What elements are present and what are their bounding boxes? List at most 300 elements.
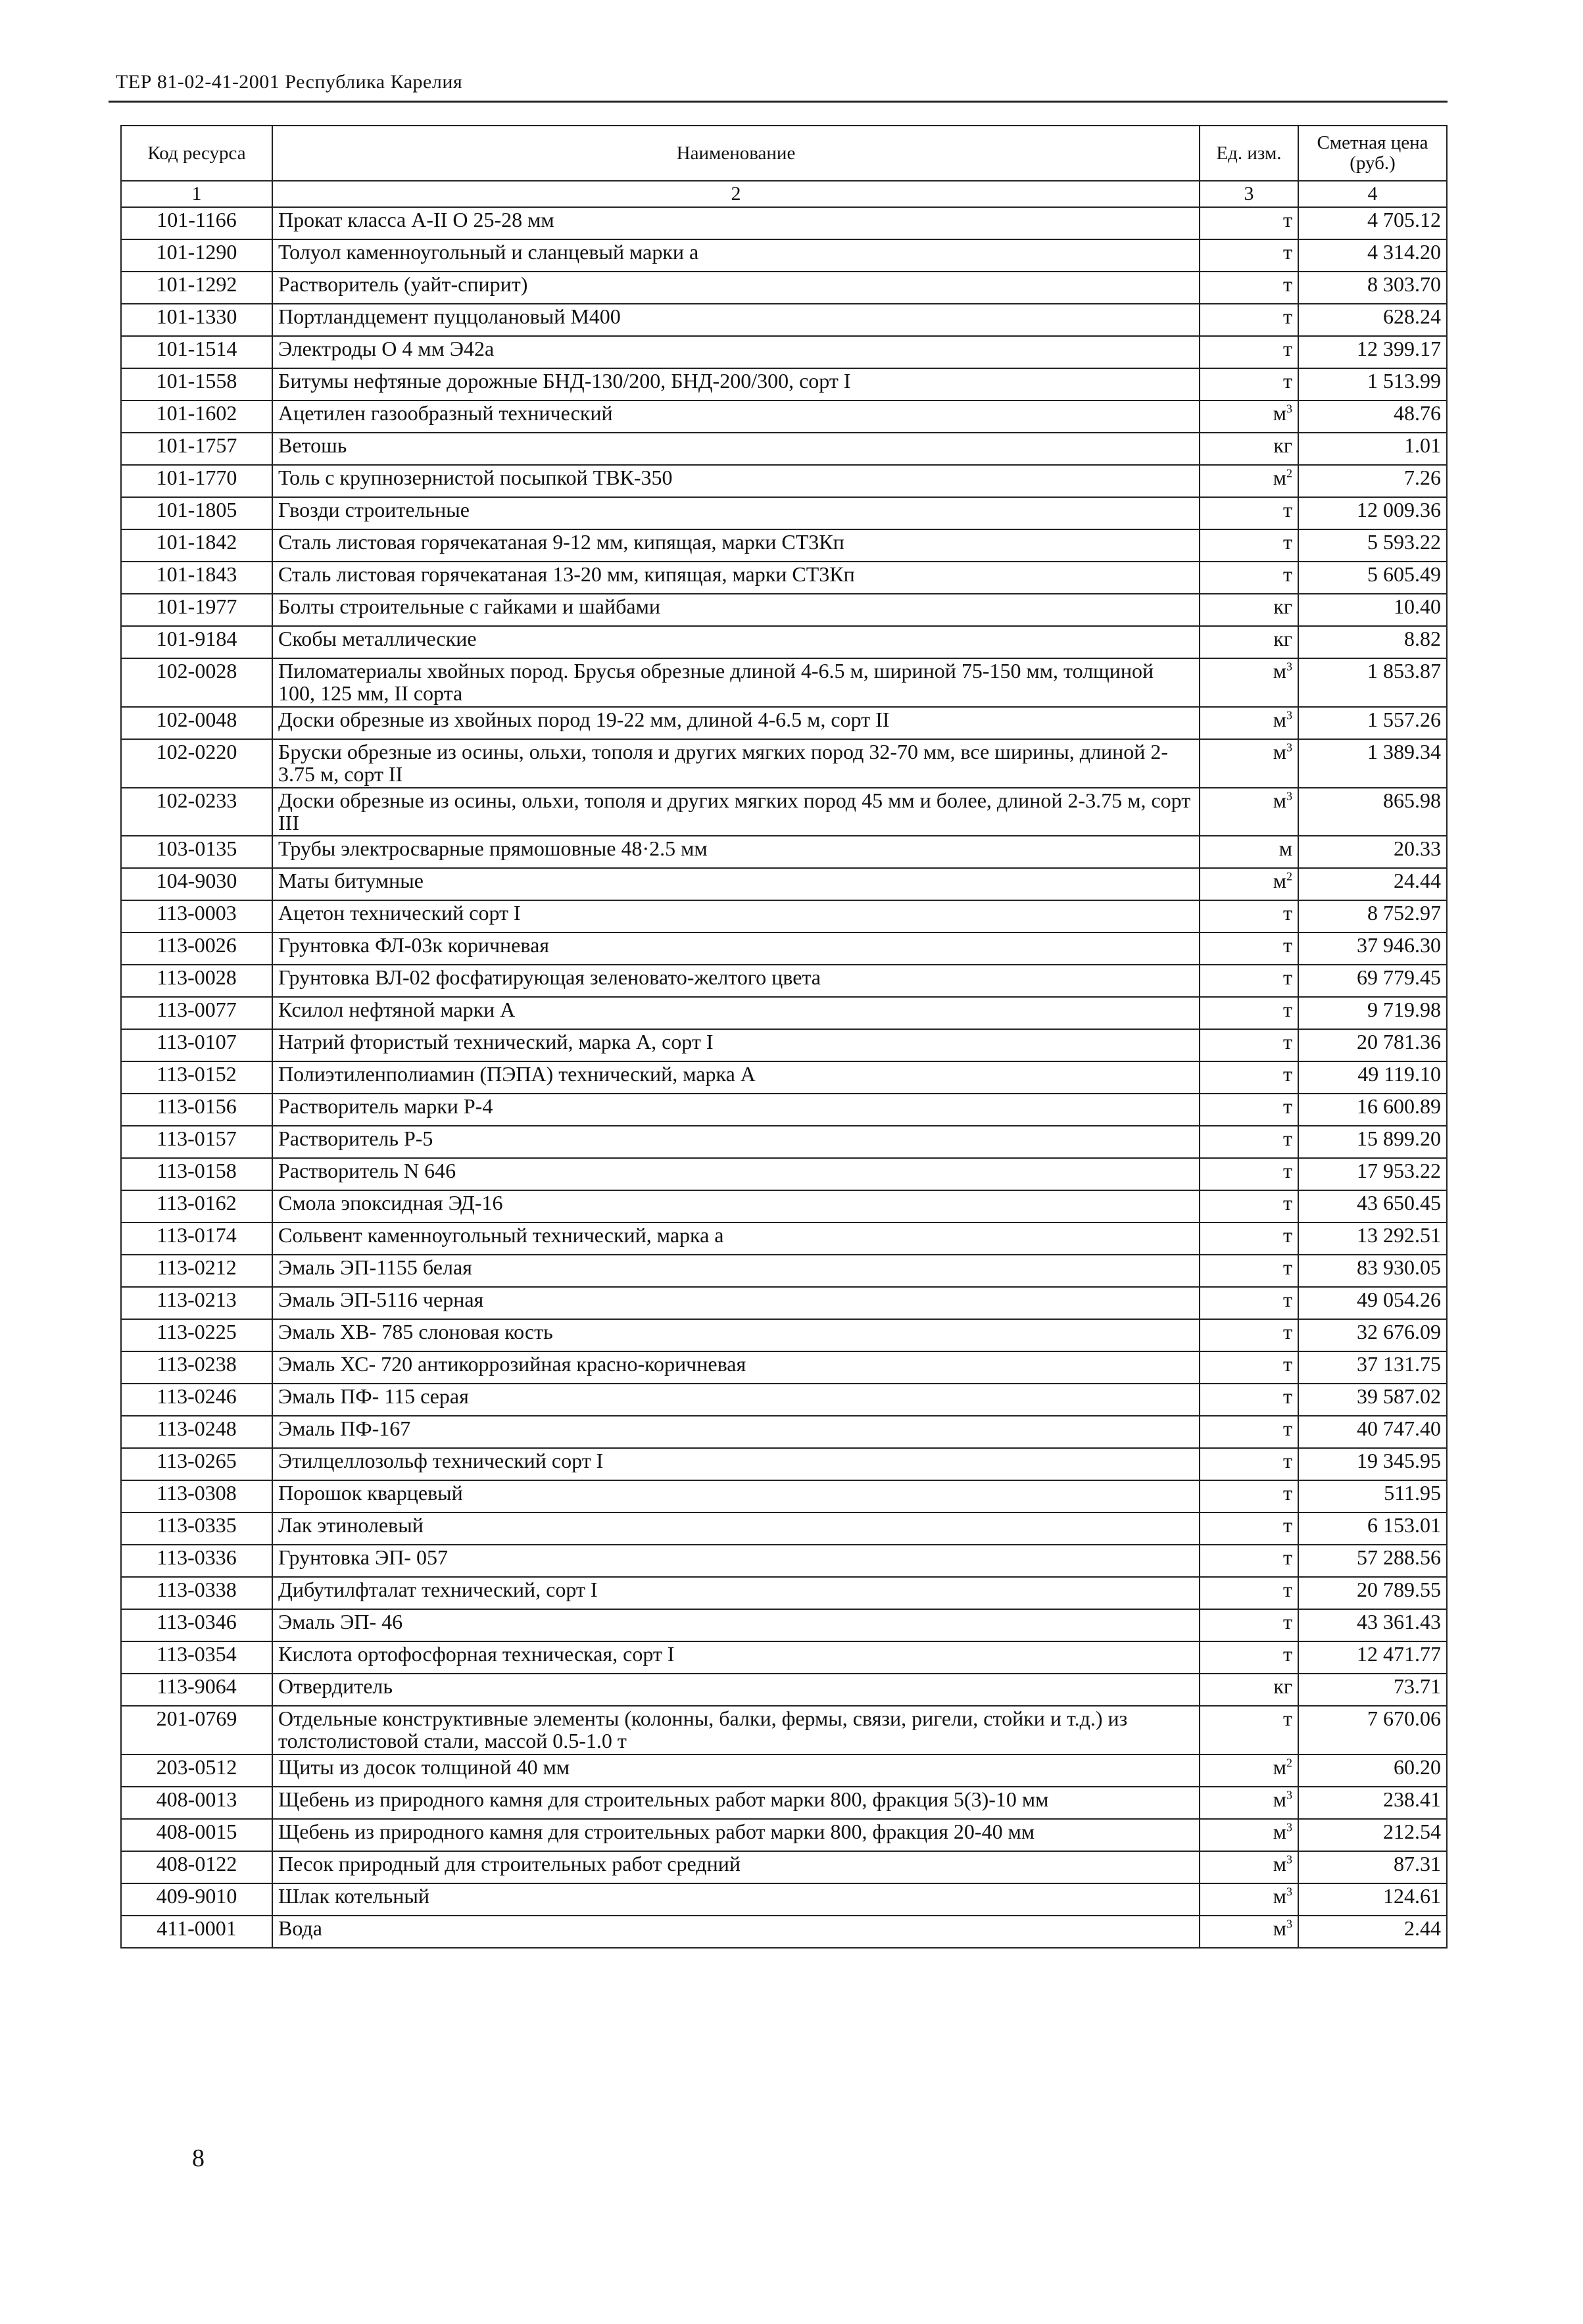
resource-unit: [1200, 1819, 1298, 1851]
resource-code: 102-0233: [121, 788, 272, 836]
resource-name: Болты строительные с гайками и шайбами: [272, 594, 1200, 626]
resource-name: Эмаль ХВ- 785 слоновая кость: [272, 1319, 1200, 1351]
resource-name: Электроды О 4 мм Э42а: [272, 336, 1200, 368]
resource-code: 113-0238: [121, 1351, 272, 1384]
unit-label: т: [1283, 1384, 1292, 1409]
resource-name: Отдельные конструктивные элементы (колонны, балки, фермы, связи, ригели, стойки и т.д.) из толстолистовой стали, массой 0.5-1.0 т: [272, 1706, 1200, 1755]
unit-label: т: [1283, 1126, 1292, 1151]
resource-unit: [1200, 1126, 1298, 1158]
resource-name: Отвердитель: [272, 1674, 1200, 1706]
resource-price: 9 719.98: [1298, 997, 1447, 1029]
unit-label: т: [1283, 1416, 1292, 1441]
resource-price: 2.44: [1298, 1916, 1447, 1948]
resource-code: 101-1290: [121, 239, 272, 272]
table-row: [121, 465, 1447, 497]
resource-price: 511.95: [1298, 1480, 1447, 1513]
unit-exponent: 3: [1286, 1885, 1292, 1899]
table-row: [121, 239, 1447, 272]
resource-name: Растворитель марки Р-4: [272, 1094, 1200, 1126]
unit-label: м: [1273, 659, 1286, 683]
resource-code: 101-1292: [121, 272, 272, 304]
unit-exponent: 3: [1286, 708, 1292, 722]
resource-price: 628.24: [1298, 304, 1447, 336]
unit-label: т: [1283, 1062, 1292, 1086]
table-row: [121, 1883, 1447, 1916]
table-row: [121, 1061, 1447, 1094]
resource-price: 48.76: [1298, 400, 1447, 433]
resource-unit: [1200, 1787, 1298, 1819]
table-row: [121, 1755, 1447, 1787]
table-row: [121, 626, 1447, 658]
resource-name: Трубы электросварные прямошовные 48·2.5 мм: [272, 836, 1200, 868]
resource-code: 411-0001: [121, 1916, 272, 1948]
unit-label: т: [1283, 240, 1292, 264]
unit-label: т: [1283, 272, 1292, 296]
resource-price: 60.20: [1298, 1755, 1447, 1787]
unit-label: т: [1283, 208, 1292, 231]
resource-code: 103-0135: [121, 836, 272, 868]
resource-unit: [1200, 1351, 1298, 1384]
unit-label: т: [1283, 901, 1292, 925]
table-row: [121, 1513, 1447, 1545]
resource-unit: [1200, 1061, 1298, 1094]
resource-name: Грунтовка ФЛ-03к коричневая: [272, 932, 1200, 965]
unit-label: т: [1283, 1578, 1292, 1602]
resource-name: Дибутилфталат технический, сорт I: [272, 1577, 1200, 1609]
resource-price: 8 752.97: [1298, 900, 1447, 932]
resource-unit: [1200, 562, 1298, 594]
resource-unit: [1200, 1190, 1298, 1223]
resource-price: 7.26: [1298, 465, 1447, 497]
table-header-row: [121, 126, 1447, 181]
resource-code: 113-0158: [121, 1158, 272, 1190]
resource-code: 101-1166: [121, 207, 272, 239]
resource-price: 865.98: [1298, 788, 1447, 836]
resource-price: 20 781.36: [1298, 1029, 1447, 1061]
table-row: [121, 1287, 1447, 1319]
resource-name: Портландцемент пуццолановый М400: [272, 304, 1200, 336]
resource-price: 8 303.70: [1298, 272, 1447, 304]
table-row: [121, 1416, 1447, 1448]
resource-unit: [1200, 1609, 1298, 1641]
column-header-code: Код ресурса: [121, 126, 272, 181]
page-header: ТЕР 81-02-41-2001 Республика Карелия: [116, 71, 463, 93]
table-row: [121, 1851, 1447, 1883]
resource-price: 1 513.99: [1298, 368, 1447, 400]
resource-unit: [1200, 1916, 1298, 1948]
table-row: [121, 304, 1447, 336]
resource-name: Скобы металлические: [272, 626, 1200, 658]
resource-unit: [1200, 868, 1298, 900]
table-row: [121, 1384, 1447, 1416]
unit-label: т: [1283, 530, 1292, 554]
unit-label: т: [1283, 1707, 1292, 1731]
table-row: [121, 562, 1447, 594]
unit-label: м: [1273, 739, 1286, 763]
resource-code: 203-0512: [121, 1755, 272, 1787]
unit-label: т: [1283, 1255, 1292, 1280]
resource-price: 12 471.77: [1298, 1641, 1447, 1674]
resource-name: Сольвент каменноугольный технический, марка а: [272, 1223, 1200, 1255]
resource-name: Маты битумные: [272, 868, 1200, 900]
unit-label: т: [1283, 1030, 1292, 1054]
resource-code: 113-9064: [121, 1674, 272, 1706]
table-row: [121, 1787, 1447, 1819]
resource-name: Натрий фтористый технический, марка А, сорт I: [272, 1029, 1200, 1061]
resource-unit: [1200, 1545, 1298, 1577]
resource-unit: [1200, 1255, 1298, 1287]
resource-code: 113-0077: [121, 997, 272, 1029]
resource-unit: [1200, 1448, 1298, 1480]
unit-label: т: [1283, 1159, 1292, 1183]
table-row: [121, 900, 1447, 932]
table-row: [121, 788, 1447, 836]
header-divider: [109, 101, 1448, 103]
table-row: [121, 1641, 1447, 1674]
resource-code: 113-0265: [121, 1448, 272, 1480]
resource-price: 49 054.26: [1298, 1287, 1447, 1319]
resource-code: 101-1757: [121, 433, 272, 465]
unit-label: т: [1283, 1352, 1292, 1376]
unit-label: м: [1273, 1787, 1286, 1812]
resource-code: 101-1805: [121, 497, 272, 529]
unit-label: т: [1283, 965, 1292, 990]
unit-label: т: [1283, 1223, 1292, 1247]
table-row: [121, 272, 1447, 304]
resource-unit: [1200, 1094, 1298, 1126]
unit-label: т: [1283, 1610, 1292, 1634]
resource-name: Прокат класса А-II О 25-28 мм: [272, 207, 1200, 239]
unit-exponent: 3: [1286, 1788, 1292, 1802]
resource-name: Бруски обрезные из осины, ольхи, тополя и других мягких пород 32-70 мм, все ширины, длиной 2-3.75 м, сорт II: [272, 739, 1200, 788]
resource-code: 113-0225: [121, 1319, 272, 1351]
unit-label: т: [1283, 562, 1292, 586]
unit-label: м: [1273, 1852, 1286, 1876]
table-row: [121, 836, 1447, 868]
resource-price: 5 605.49: [1298, 562, 1447, 594]
resource-name: Щиты из досок толщиной 40 мм: [272, 1755, 1200, 1787]
resource-price: 69 779.45: [1298, 965, 1447, 997]
resource-name: Грунтовка ВЛ-02 фосфатирующая зеленовато-желтого цвета: [272, 965, 1200, 997]
resource-code: 113-0162: [121, 1190, 272, 1223]
table-row: [121, 1319, 1447, 1351]
resource-name: Толь с крупнозернистой посыпкой ТВК-350: [272, 465, 1200, 497]
resource-name: Ксилол нефтяной марки А: [272, 997, 1200, 1029]
table-row: [121, 1916, 1447, 1948]
unit-exponent: 2: [1286, 869, 1292, 883]
resource-unit: [1200, 1416, 1298, 1448]
resource-price-table: [120, 125, 1448, 1949]
resource-name: Эмаль ЭП-5116 черная: [272, 1287, 1200, 1319]
table-row: [121, 1577, 1447, 1609]
resource-code: 113-0003: [121, 900, 272, 932]
unit-label: м: [1273, 401, 1286, 425]
column-header-unit: Ед. изм.: [1200, 126, 1298, 181]
resource-code: 113-0335: [121, 1513, 272, 1545]
unit-label: м: [1273, 788, 1286, 812]
resource-unit: [1200, 836, 1298, 868]
resource-unit: [1200, 1755, 1298, 1787]
resource-price: 24.44: [1298, 868, 1447, 900]
resource-unit: [1200, 1706, 1298, 1755]
column-number: 1: [121, 181, 272, 207]
unit-label: м: [1273, 1916, 1286, 1941]
table-row: [121, 1158, 1447, 1190]
resource-unit: [1200, 594, 1298, 626]
column-header-name: Наименование: [272, 126, 1200, 181]
table-row: [121, 1545, 1447, 1577]
table-row: [121, 594, 1447, 626]
resource-price: 83 930.05: [1298, 1255, 1447, 1287]
resource-unit: [1200, 788, 1298, 836]
resource-name: Эмаль ПФ-167: [272, 1416, 1200, 1448]
resource-price: 212.54: [1298, 1819, 1447, 1851]
table-row: [121, 739, 1447, 788]
resource-price: 238.41: [1298, 1787, 1447, 1819]
column-number-row: [121, 181, 1447, 207]
unit-exponent: 3: [1286, 402, 1292, 416]
table-row: [121, 1255, 1447, 1287]
table-row: [121, 1223, 1447, 1255]
unit-label: т: [1283, 1642, 1292, 1666]
resource-name: Сталь листовая горячекатаная 9-12 мм, кипящая, марки СТ3Кп: [272, 529, 1200, 562]
resource-price: 124.61: [1298, 1883, 1447, 1916]
resource-unit: [1200, 1287, 1298, 1319]
unit-label: т: [1283, 304, 1292, 328]
resource-price: 15 899.20: [1298, 1126, 1447, 1158]
resource-code: 101-1843: [121, 562, 272, 594]
unit-exponent: 2: [1286, 466, 1292, 480]
resource-price: 20.33: [1298, 836, 1447, 868]
resource-code: 101-1602: [121, 400, 272, 433]
resource-price: 13 292.51: [1298, 1223, 1447, 1255]
resource-name: Грунтовка ЭП- 057: [272, 1545, 1200, 1577]
unit-label: т: [1283, 1481, 1292, 1505]
resource-code: 101-1558: [121, 368, 272, 400]
resource-code: 113-0338: [121, 1577, 272, 1609]
table-row: [121, 707, 1447, 739]
resource-code: 113-0026: [121, 932, 272, 965]
resource-code: 113-0157: [121, 1126, 272, 1158]
resource-price: 20 789.55: [1298, 1577, 1447, 1609]
table-row: [121, 997, 1447, 1029]
resource-unit: [1200, 239, 1298, 272]
resource-name: Растворитель N 646: [272, 1158, 1200, 1190]
unit-label: кг: [1273, 627, 1292, 650]
resource-name: Доски обрезные из осины, ольхи, тополя и других мягких пород 45 мм и более, длиной 2-3.75 м, сорт III: [272, 788, 1200, 836]
unit-label: м: [1273, 1820, 1286, 1844]
resource-code: 113-0156: [121, 1094, 272, 1126]
resource-unit: [1200, 997, 1298, 1029]
resource-price: 37 946.30: [1298, 932, 1447, 965]
resource-price: 6 153.01: [1298, 1513, 1447, 1545]
resource-name: Эмаль ПФ- 115 серая: [272, 1384, 1200, 1416]
table-row: [121, 658, 1447, 707]
resource-unit: [1200, 1883, 1298, 1916]
table-row: [121, 433, 1447, 465]
resource-name: Сталь листовая горячекатаная 13-20 мм, кипящая, марки СТ3Кп: [272, 562, 1200, 594]
resource-code: 408-0122: [121, 1851, 272, 1883]
resource-name: Растворитель (уайт-спирит): [272, 272, 1200, 304]
table-row: [121, 1674, 1447, 1706]
resource-price: 16 600.89: [1298, 1094, 1447, 1126]
table-row: [121, 529, 1447, 562]
resource-unit: [1200, 707, 1298, 739]
resource-price: 17 953.22: [1298, 1158, 1447, 1190]
column-number: 2: [272, 181, 1200, 207]
resource-code: 113-0246: [121, 1384, 272, 1416]
column-number: 3: [1200, 181, 1298, 207]
resource-price: 1 853.87: [1298, 658, 1447, 707]
resource-unit: [1200, 1158, 1298, 1190]
resource-name: Щебень из природного камня для строительных работ марки 800, фракция 5(3)-10 мм: [272, 1787, 1200, 1819]
unit-label: т: [1283, 337, 1292, 360]
resource-unit: [1200, 1674, 1298, 1706]
table-row: [121, 1126, 1447, 1158]
resource-code: 101-1770: [121, 465, 272, 497]
unit-exponent: 3: [1286, 660, 1292, 673]
unit-label: т: [1283, 933, 1292, 957]
resource-name: Щебень из природного камня для строительных работ марки 800, фракция 20-40 мм: [272, 1819, 1200, 1851]
resource-price: 7 670.06: [1298, 1706, 1447, 1755]
unit-label: т: [1283, 1288, 1292, 1312]
unit-label: м: [1273, 1884, 1286, 1908]
resource-price: 43 650.45: [1298, 1190, 1447, 1223]
resource-name: Эмаль ЭП-1155 белая: [272, 1255, 1200, 1287]
resource-unit: [1200, 497, 1298, 529]
table-row: [121, 400, 1447, 433]
table-row: [121, 1351, 1447, 1384]
unit-label: т: [1283, 1094, 1292, 1119]
resource-code: 113-0308: [121, 1480, 272, 1513]
resource-price: 73.71: [1298, 1674, 1447, 1706]
resource-unit: [1200, 1384, 1298, 1416]
resource-unit: [1200, 932, 1298, 965]
resource-unit: [1200, 658, 1298, 707]
resource-price: 12 009.36: [1298, 497, 1447, 529]
resource-name: Лак этинолевый: [272, 1513, 1200, 1545]
resource-name: Доски обрезные из хвойных пород 19-22 мм, длиной 4-6.5 м, сорт II: [272, 707, 1200, 739]
resource-price: 49 119.10: [1298, 1061, 1447, 1094]
column-number: 4: [1298, 181, 1447, 207]
resource-code: 104-9030: [121, 868, 272, 900]
resource-unit: [1200, 1029, 1298, 1061]
resource-unit: [1200, 1577, 1298, 1609]
resource-price: 4 314.20: [1298, 239, 1447, 272]
unit-exponent: 3: [1286, 1820, 1292, 1834]
resource-price: 87.31: [1298, 1851, 1447, 1883]
resource-price: 39 587.02: [1298, 1384, 1447, 1416]
table-row: [121, 932, 1447, 965]
unit-label: т: [1283, 1513, 1292, 1537]
table-row: [121, 1029, 1447, 1061]
resource-code: 113-0174: [121, 1223, 272, 1255]
resource-name: Порошок кварцевый: [272, 1480, 1200, 1513]
resource-unit: [1200, 465, 1298, 497]
resource-unit: [1200, 1480, 1298, 1513]
resource-name: Эмаль ЭП- 46: [272, 1609, 1200, 1641]
resource-name: Битумы нефтяные дорожные БНД-130/200, БНД-200/300, сорт I: [272, 368, 1200, 400]
table-row: [121, 1094, 1447, 1126]
unit-exponent: 2: [1286, 1756, 1292, 1770]
resource-code: 113-0336: [121, 1545, 272, 1577]
resource-code: 408-0013: [121, 1787, 272, 1819]
table-row: [121, 868, 1447, 900]
resource-name: Ацетилен газообразный технический: [272, 400, 1200, 433]
resource-name: Шлак котельный: [272, 1883, 1200, 1916]
resource-price: 19 345.95: [1298, 1448, 1447, 1480]
resource-unit: [1200, 1641, 1298, 1674]
unit-label: т: [1283, 1449, 1292, 1473]
resource-code: 101-1514: [121, 336, 272, 368]
unit-label: м: [1273, 1755, 1286, 1779]
unit-exponent: 3: [1286, 740, 1292, 754]
unit-exponent: 3: [1286, 1852, 1292, 1866]
unit-label: м: [1273, 707, 1286, 731]
resource-price: 8.82: [1298, 626, 1447, 658]
unit-label: м: [1279, 836, 1292, 861]
resource-price: 1.01: [1298, 433, 1447, 465]
resource-unit: [1200, 433, 1298, 465]
resource-code: 201-0769: [121, 1706, 272, 1755]
resource-unit: [1200, 336, 1298, 368]
table-row: [121, 1480, 1447, 1513]
table-row: [121, 1448, 1447, 1480]
unit-exponent: 3: [1286, 1917, 1292, 1931]
resource-name: Ацетон технический сорт I: [272, 900, 1200, 932]
resource-price: 10.40: [1298, 594, 1447, 626]
unit-label: т: [1283, 498, 1292, 521]
resource-price: 4 705.12: [1298, 207, 1447, 239]
resource-name: Ветошь: [272, 433, 1200, 465]
unit-label: кг: [1273, 594, 1292, 618]
table-row: [121, 336, 1447, 368]
resource-price: 40 747.40: [1298, 1416, 1447, 1448]
table-row: [121, 965, 1447, 997]
resource-name: Полиэтиленполиамин (ПЭПА) технический, марка А: [272, 1061, 1200, 1094]
resource-code: 113-0028: [121, 965, 272, 997]
table-row: [121, 368, 1447, 400]
resource-code: 101-1330: [121, 304, 272, 336]
resource-unit: [1200, 1513, 1298, 1545]
resource-unit: [1200, 272, 1298, 304]
resource-name: Пиломатериалы хвойных пород. Брусья обрезные длиной 4-6.5 м, шириной 75-150 мм, толщиной 100, 125 мм, II сорта: [272, 658, 1200, 707]
resource-code: 101-9184: [121, 626, 272, 658]
table-row: [121, 1609, 1447, 1641]
resource-code: 101-1977: [121, 594, 272, 626]
resource-code: 102-0220: [121, 739, 272, 788]
resource-code: 113-0152: [121, 1061, 272, 1094]
resource-unit: [1200, 1851, 1298, 1883]
resource-unit: [1200, 1319, 1298, 1351]
resource-code: 113-0354: [121, 1641, 272, 1674]
resource-unit: [1200, 900, 1298, 932]
resource-unit: [1200, 304, 1298, 336]
resource-code: 409-9010: [121, 1883, 272, 1916]
resource-unit: [1200, 626, 1298, 658]
unit-label: м: [1273, 466, 1286, 489]
resource-name: Толуол каменноугольный и сланцевый марки а: [272, 239, 1200, 272]
resource-name: Кислота ортофосфорная техническая, сорт I: [272, 1641, 1200, 1674]
resource-price: 5 593.22: [1298, 529, 1447, 562]
resource-code: 113-0248: [121, 1416, 272, 1448]
resource-name: Гвозди строительные: [272, 497, 1200, 529]
resource-name: Песок природный для строительных работ средний: [272, 1851, 1200, 1883]
resource-code: 113-0212: [121, 1255, 272, 1287]
unit-label: т: [1283, 1320, 1292, 1344]
unit-label: т: [1283, 1191, 1292, 1215]
resource-name: Смола эпоксидная ЭД-16: [272, 1190, 1200, 1223]
